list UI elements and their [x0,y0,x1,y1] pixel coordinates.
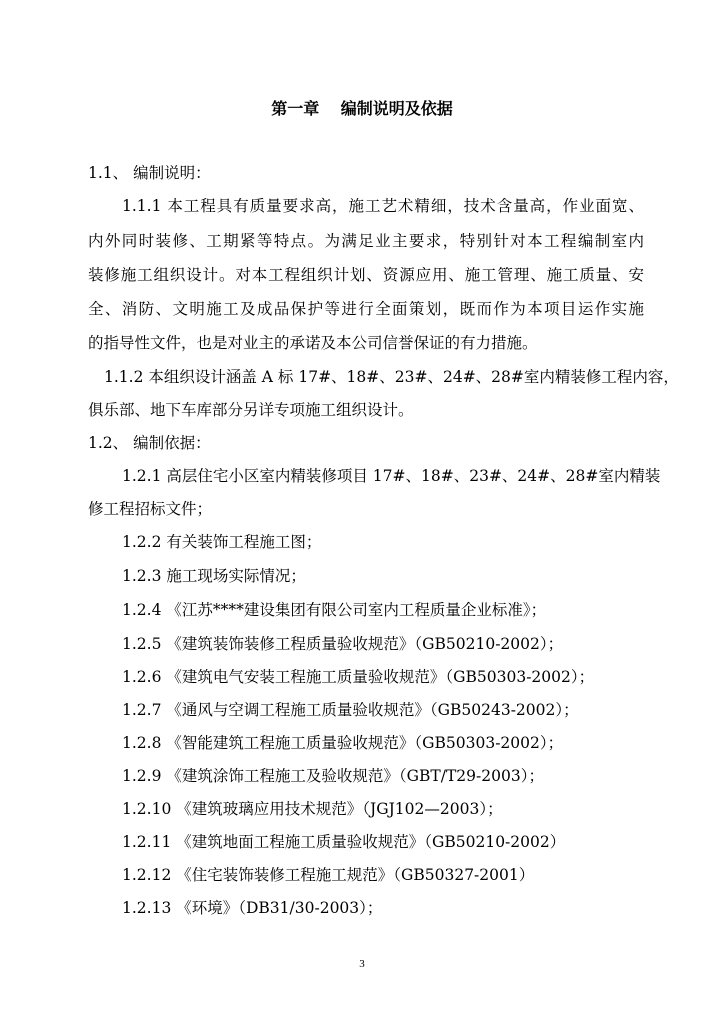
paragraph-line: 1.1.1 本工程具有质量要求高，施工艺术精细，技术含量高，作业面宽、 [122,197,644,215]
paragraph-line: 全、消防、文明施工及成品保护等进行全面策划，既而作为本项目运作实施 [88,300,644,318]
section-heading-1-2: 1.2、 编制依据： [88,434,211,452]
list-item: 1.2.9 《建筑涂饰工程施工及验收规范》（GBT/T29-2003）； [122,767,544,785]
list-item: 1.2.10 《建筑玻璃应用技术规范》（JGJ102—2003）； [122,800,503,818]
paragraph-line: 内外同时装修、工期紧等特点。为满足业主要求，特别针对本工程编制室内 [88,232,644,250]
paragraph-line: 装修施工组织设计。对本工程组织计划、资源应用、施工管理、施工质量、安 [88,266,644,284]
page-number: 3 [359,958,365,970]
list-item: 1.2.11 《建筑地面工程施工质量验收规范》（GB50210-2002） [122,833,566,851]
list-item: 1.2.8 《智能建筑工程施工质量验收规范》（GB50303-2002）； [122,734,564,752]
paragraph-line: 俱乐部、地下车库部分另详专项施工组织设计。 [88,401,414,419]
list-item: 1.2.12 《住宅装饰装修工程施工规范》（GB50327-2001） [122,866,535,884]
list-item: 1.2.7 《通风与空调工程施工质量验收规范》（GB50243-2002）； [122,701,579,719]
list-item: 1.2.1 高层住宅小区室内精装修项目 17#、18#、23#、24#、28#室内精装 [122,467,661,485]
list-item: 1.2.4 《江苏****建设集团有限公司室内工程质量企业标准》； [122,601,547,619]
paragraph-line: 1.1.2 本组织设计涵盖 A 标 17#、18#、23#、24#、28#室内精装修工程内容， [104,368,679,386]
paragraph-line: 的指导性文件，也是对业主的承诺及本公司信誉保证的有力措施。 [88,334,538,352]
chapter-title: 第一章 编制说明及依据 [271,99,453,118]
list-item: 1.2.6 《建筑电气安装工程施工质量验收规范》（GB50303-2002）； [122,668,595,686]
list-item: 修工程招标文件； [88,500,213,518]
list-item: 1.2.5 《建筑装饰装修工程质量验收规范》（GB50210-2002）； [122,635,564,653]
section-heading-1-1: 1.1、 编制说明： [88,164,211,182]
list-item: 1.2.2 有关装饰工程施工图； [122,533,322,551]
list-item: 1.2.3 施工现场实际情况； [122,567,306,585]
list-item: 1.2.13 《环境》（DB31/30-2003）； [122,899,383,917]
